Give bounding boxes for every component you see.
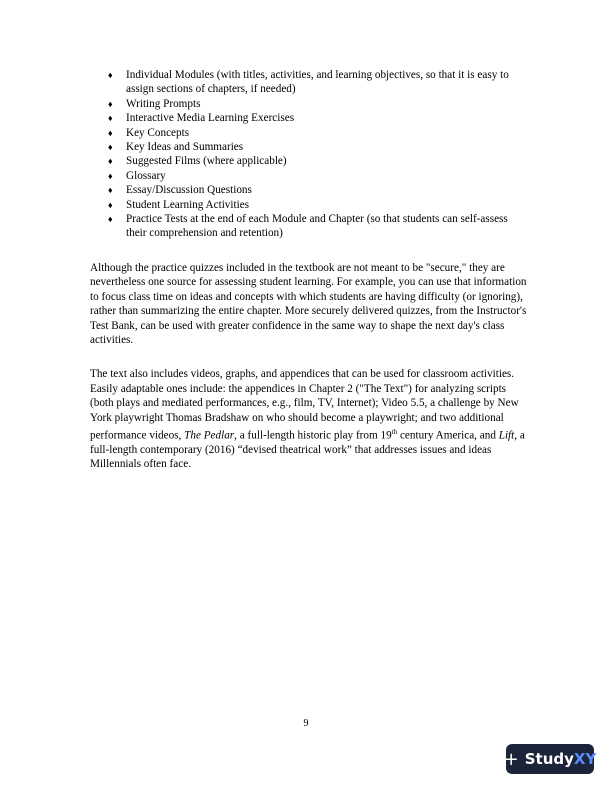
list-item-text: Essay/Discussion Questions xyxy=(126,184,252,197)
logo-study: Study xyxy=(524,750,574,768)
list-item-text: Student Learning Activities xyxy=(126,198,250,211)
logo-xy: XY xyxy=(573,750,597,768)
superscript-th: th xyxy=(391,427,398,436)
diamond-bullet-icon: ♦ xyxy=(108,214,113,225)
paragraph-media xyxy=(90,367,528,472)
list-item xyxy=(108,68,528,97)
diamond-bullet-icon: ♦ xyxy=(108,127,113,138)
diamond-bullet-icon: ♦ xyxy=(108,170,113,181)
list-item xyxy=(108,183,528,197)
diamond-bullet-icon: ♦ xyxy=(108,185,113,196)
title-lift: Lift xyxy=(498,429,515,442)
plus-icon: + xyxy=(503,748,519,770)
diamond-bullet-icon: ♦ xyxy=(108,70,113,80)
list-item-text: Key Ideas and Summaries xyxy=(126,141,244,154)
list-item-text: Writing Prompts xyxy=(126,97,201,110)
list-item xyxy=(108,169,528,183)
diamond-bullet-icon: ♦ xyxy=(108,113,113,124)
logo-text xyxy=(525,750,597,768)
list-item-text: Practice Tests at the end of each Module and Chapter (so that students can self-assess their comprehension and retention) xyxy=(126,213,508,240)
studyxy-logo xyxy=(503,744,597,774)
list-item xyxy=(108,111,528,125)
list-item xyxy=(108,126,528,140)
diamond-bullet-icon: ♦ xyxy=(108,156,113,167)
page-number: 9 xyxy=(303,718,309,729)
list-item-text: Key Concepts xyxy=(126,126,190,139)
diamond-bullet-icon: ♦ xyxy=(108,142,113,153)
list-item xyxy=(108,198,528,212)
list-item xyxy=(108,140,528,154)
paragraph-text: , a full-length contemporary (2016) “devised theatrical work” that addresses issues and ideas Millennials often face. xyxy=(90,429,525,471)
list-item xyxy=(108,154,528,168)
list-item-text: Interactive Media Learning Exercises xyxy=(126,112,295,125)
diamond-bullet-icon: ♦ xyxy=(108,199,113,210)
list-item xyxy=(108,212,528,241)
paragraph-quizzes: Although the practice quizzes included in the textbook are not meant to be "secure," they are nevertheless one source for assessing student learning. For example, you can use that information to focus class time on ideas and concepts with which students are having difficulty (or ignoring), rather than summarizing the entire chapter. More securely delivered quizzes, from the Instructor's Test Bank, can be used with greater confidence in the same way to shape the next day's class activities. xyxy=(90,261,527,346)
title-the-pedlar: The Pedlar xyxy=(184,429,235,442)
diamond-bullet-icon: ♦ xyxy=(108,98,113,109)
list-item-text: Suggested Films (where applicable) xyxy=(126,155,287,168)
document-body xyxy=(90,68,528,472)
paragraph-text: , a full-length historic play from 19 xyxy=(234,429,392,442)
list-item-text: Glossary xyxy=(126,169,166,182)
list-item-text: Individual Modules (with titles, activities, and learning objectives, so that it is easy to assign sections of chapters, if needed) xyxy=(126,69,509,96)
paragraph-text: The text also includes videos, graphs, and appendices that can be used for classroom activities. Easily adaptable ones include: the appendices in Chapter 2 ("The Text") for analyzing scripts (both plays and mediated performances, e.g., film, TV, Internet); Video 5.5, a challenge by New York playwright Thomas Bradshaw on who should become a playwright; and two additional performance videos, xyxy=(90,368,519,442)
feature-list xyxy=(90,68,528,241)
paragraph-text: century America, and xyxy=(397,429,499,442)
list-item xyxy=(108,97,528,111)
